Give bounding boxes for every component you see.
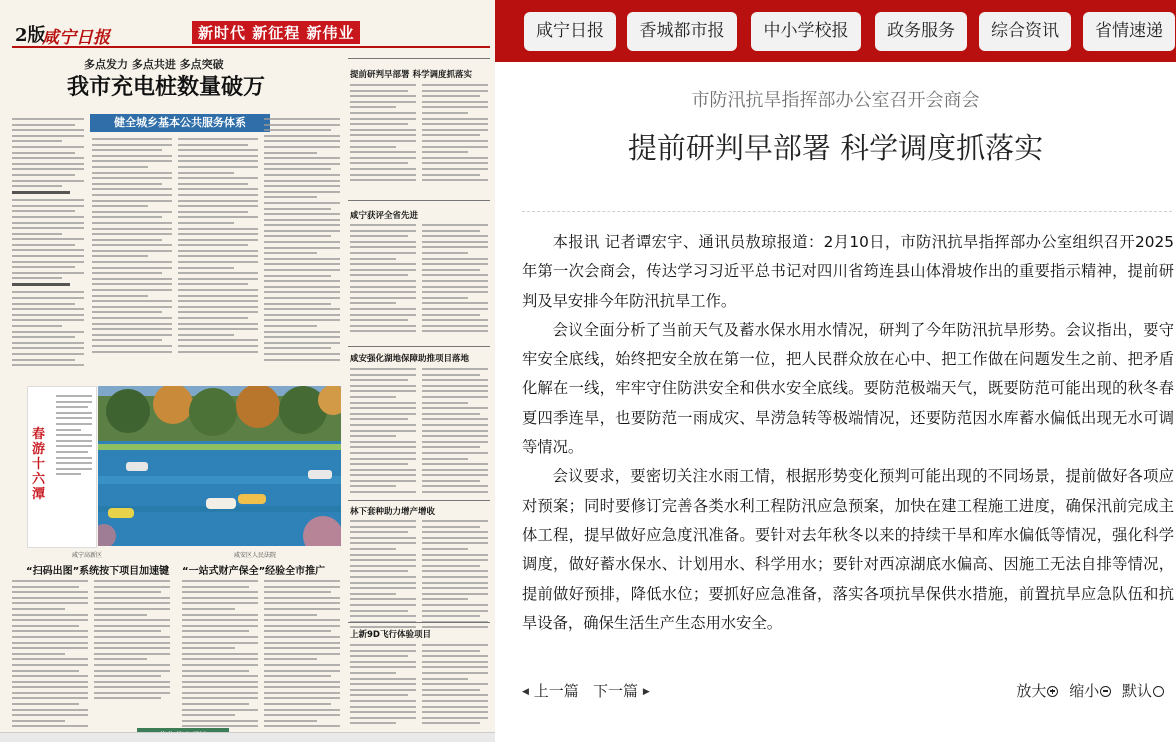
article-paragraph: 本报讯 记者谭宏宇、通讯员敖琼报道：2月10日，市防汛抗旱指挥部办公室组织召开2025年第一次会商会，传达学习习近平总书记对四川省筠连县山体滑坡作出的重要指示精神，提前研判及早安排今年防汛抗旱工作。: [522, 233, 1174, 310]
page-header: [12, 18, 490, 48]
circle-icon: [1153, 686, 1164, 697]
subhead-box[interactable]: 健全城乡基本公共服务体系: [90, 114, 270, 132]
article-pager: [522, 680, 650, 701]
article-paragraph: 会议全面分析了当前天气及蓄水保水用水情况，研判了今年防汛抗旱形势。会议指出，要守牢安全底线，始终把安全放在第一位，把人民群众放在心中、把工作做在问题发生之前、把矛盾化解在一线，牢牢守住防洪安全和供水安全底线。要防范极端天气，既要防范可能出现的秋冬春夏四季连旱，也要防范一雨成灾、旱涝急转等极端情况，还要防范因水库蓄水偏低出现无水可调等情况。: [522, 320, 1174, 457]
text-column[interactable]: [422, 520, 488, 632]
zoom-out-label: 缩小: [1069, 682, 1100, 700]
text-column[interactable]: [422, 644, 488, 728]
text-column[interactable]: [94, 580, 170, 703]
nav-province-news[interactable]: 省情速递: [1083, 12, 1175, 51]
text-column[interactable]: [264, 580, 340, 731]
zoom-in-icon: [1047, 686, 1058, 697]
image-status-bar: [0, 732, 496, 742]
bottom-story-kicker: 咸宁高新区: [72, 552, 103, 559]
article-panel: [495, 62, 1176, 742]
side-story-headline[interactable]: 咸宁获评全省先进: [350, 211, 419, 221]
side-story-headline[interactable]: 林下套种助力增产增收: [350, 507, 436, 517]
bottom-story-headline[interactable]: “一站式财产保全”经验全市推广: [182, 566, 326, 577]
nav-gov-services[interactable]: 政务服务: [875, 12, 967, 51]
text-column[interactable]: [92, 138, 172, 356]
article-divider: [522, 211, 1172, 212]
text-column[interactable]: [422, 84, 488, 185]
triangle-right-icon: ▶: [642, 687, 650, 697]
text-column[interactable]: [350, 520, 416, 632]
slogan-banner: 新时代 新征程 新伟业: [192, 21, 360, 44]
lead-headline[interactable]: 我市充电桩数量破万: [67, 75, 266, 100]
text-column[interactable]: [350, 84, 416, 185]
zoom-reset-label: 默认: [1121, 682, 1152, 700]
nav-xianning-daily[interactable]: 咸宁日报: [524, 12, 616, 51]
zoom-out-button[interactable]: [1069, 682, 1117, 700]
page-number: 2版: [15, 25, 46, 46]
zoom-in-button[interactable]: [1016, 682, 1064, 700]
article-subtitle: 市防汛抗旱指挥部办公室召开会商会: [691, 90, 980, 111]
nav-xiangcheng-metro[interactable]: 香城都市报: [627, 12, 737, 51]
text-column[interactable]: [350, 368, 416, 497]
photo-caption-title: 春游十六潭: [32, 427, 46, 502]
lead-kicker[interactable]: 多点发力 多点共进 多点突破: [84, 58, 224, 71]
top-nav-bar: [495, 0, 1176, 62]
text-column[interactable]: [422, 368, 488, 497]
text-column[interactable]: [12, 580, 88, 731]
side-story-headline[interactable]: 上新9D飞行体验项目: [350, 630, 431, 640]
text-column[interactable]: [350, 644, 416, 728]
nav-general-news[interactable]: 综合资讯: [979, 12, 1071, 51]
article-title: 提前研判早部署 科学调度抓落实: [627, 131, 1044, 165]
text-column[interactable]: [264, 118, 340, 364]
bottom-story-kicker: 咸安区人民法院: [234, 552, 277, 559]
text-column[interactable]: [12, 118, 84, 370]
article-paragraph: 会议要求，要密切关注水雨工情，根据形势变化预判可能出现的不同场景，提前做好各项应对预案；同时要修订完善各类水利工程防汛应急预案，加快在建工程施工进度，确保汛前完成主体工程，提早做好应急度汛准备。要针对去年秋冬以来的持续干旱和库水偏低等情况，强化科学调度，做好蓄水保水、计划用水、科学用水；要针对西凉湖底水偏高、因施工无法自排等情况，提前做好预排，降低水位；要抓好应急准备，落实各项抗旱保供水措施，前置抗旱应急队伍和抗旱设备，确保生活生产生态用水安全。: [522, 467, 1174, 632]
triangle-left-icon: ◀: [522, 687, 529, 697]
side-story-headline[interactable]: 咸安强化湖地保障助推项目落地: [350, 354, 470, 364]
text-column[interactable]: [350, 224, 416, 336]
side-story-headline[interactable]: 提前研判早部署 科学调度抓落实: [350, 70, 472, 80]
article-body: [522, 228, 1174, 638]
zoom-reset-button[interactable]: [1122, 682, 1170, 700]
text-column[interactable]: [422, 224, 488, 336]
text-column[interactable]: [178, 138, 258, 356]
masthead: 咸宁日报: [42, 28, 110, 48]
nav-school-paper[interactable]: 中小学校报: [751, 12, 861, 51]
prev-article-link[interactable]: 上一篇: [533, 682, 579, 700]
text-column[interactable]: [182, 580, 258, 731]
lake-photo[interactable]: [98, 386, 341, 546]
zoom-out-icon: [1100, 686, 1111, 697]
zoom-controls: [1016, 680, 1170, 701]
photo-caption-box[interactable]: [27, 386, 97, 548]
next-article-link[interactable]: 下一篇: [593, 682, 639, 700]
bottom-story-headline[interactable]: “扫码出图”系统按下项目加速键: [26, 566, 170, 577]
zoom-in-label: 放大: [1016, 682, 1047, 700]
newspaper-page-image[interactable]: [0, 0, 496, 742]
